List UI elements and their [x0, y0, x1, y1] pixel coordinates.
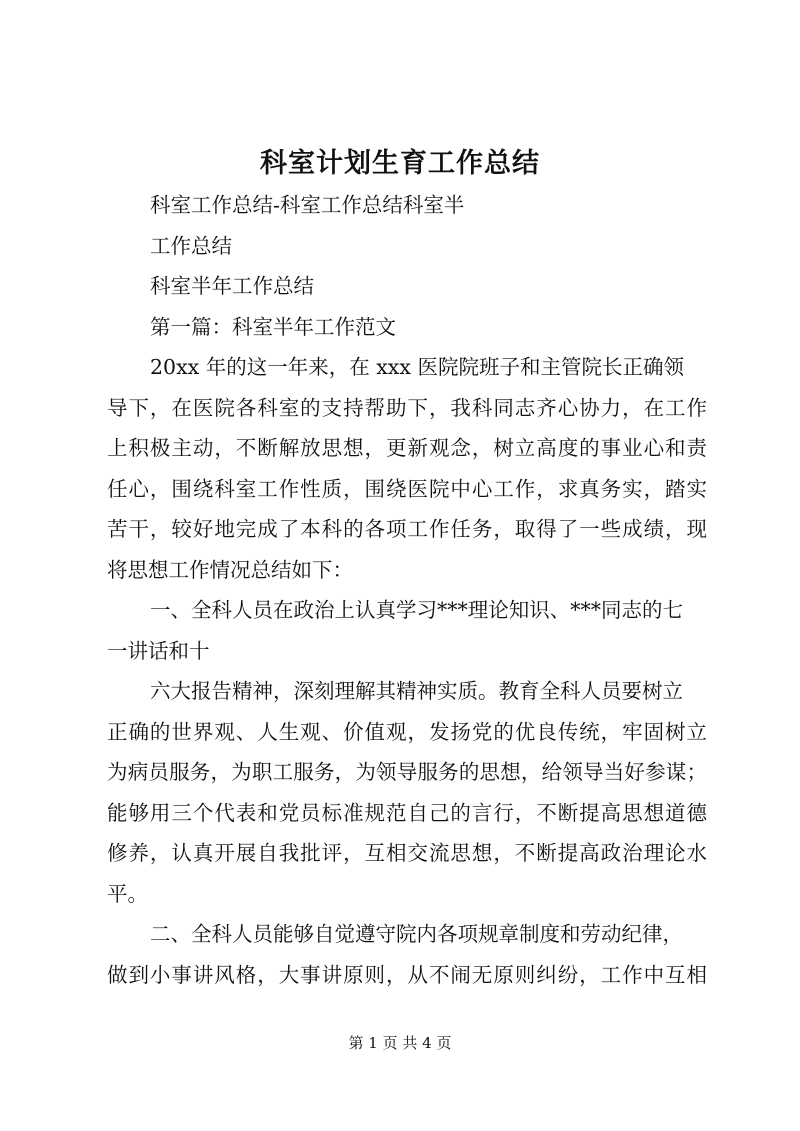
document-title: 科室计划生育工作总结 — [260, 148, 540, 179]
paragraph-1-line-5: 苦干，较好地完成了本科的各项工作任务，取得了一些成绩，现 — [107, 517, 707, 541]
heading-line-2: 工作总结 — [150, 234, 232, 258]
page-number-footer: 第 1 页 共 4 页 — [348, 1034, 452, 1052]
paragraph-4-line-1: 二、全科人员能够自觉遵守院内各项规章制度和劳动纪律， — [150, 922, 683, 946]
paragraph-4-line-2: 做到小事讲风格，大事讲原则，从不闹无原则纠纷，工作中互相 — [107, 963, 707, 987]
heading-line-3: 科室半年工作总结 — [150, 274, 314, 298]
paragraph-2-line-2: 一讲话和十 — [107, 639, 210, 663]
paragraph-1-line-3: 上积极主动，不断解放思想，更新观念，树立高度的事业心和责 — [107, 436, 707, 460]
paragraph-3-line-3: 为病员服务，为职工服务，为领导服务的思想，给领导当好参谋； — [107, 760, 707, 784]
paragraph-3-line-2: 正确的世界观、人生观、价值观，发扬党的优良传统，牢固树立 — [107, 720, 707, 744]
paragraph-3-line-4: 能够用三个代表和党员标准规范自己的言行，不断提高思想道德 — [107, 801, 707, 825]
heading-line-1: 科室工作总结-科室工作总结科室半 — [150, 193, 465, 217]
paragraph-1-line-6: 将思想工作情况总结如下： — [107, 558, 353, 582]
paragraph-1-line-4: 任心，围绕科室工作性质，围绕医院中心工作，求真务实，踏实 — [107, 477, 707, 501]
paragraph-3-line-5: 修养，认真开展自我批评，互相交流思想，不断提高政治理论水 — [107, 841, 707, 865]
paragraph-3-line-1: 六大报告精神，深刻理解其精神实质。教育全科人员要树立 — [150, 679, 683, 703]
heading-line-4: 第一篇：科室半年工作范文 — [150, 315, 396, 339]
paragraph-1-line-1: 20xx 年的这一年来，在 xxx 医院院班子和主管院长正确领 — [150, 355, 684, 379]
paragraph-3-line-6: 平。 — [107, 882, 148, 906]
paragraph-1-line-2: 导下，在医院各科室的支持帮助下，我科同志齐心协力，在工作 — [107, 396, 707, 420]
paragraph-2-line-1: 一、全科人员在政治上认真学习***理论知识、***同志的七 — [150, 598, 683, 622]
